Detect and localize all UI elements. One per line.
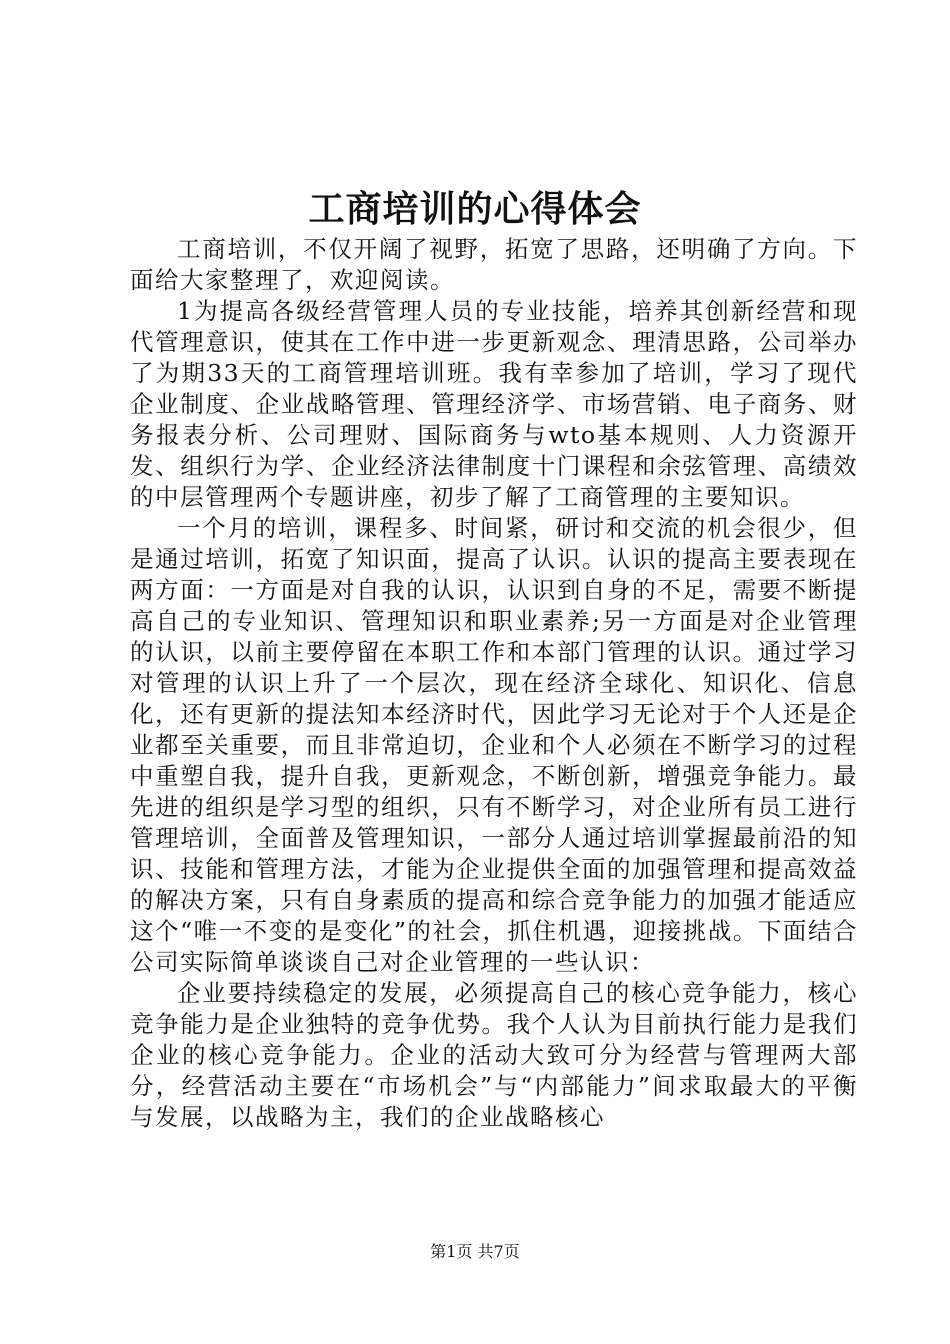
paragraph-core-competence: 企业要持续稳定的发展，必须提高自己的核心竞争能力，核心竞争能力是企业独特的竞争优势。我个人认为目前执行能力是我们企业的核心竞争能力。企业的活动大致可分为经营与管理两大部分，经营活动主要在“市场机会”与“内部能力”间求取最大的平衡与发展，以战略为主，我们的企业战略核心 <box>130 979 858 1131</box>
paragraph-training-overview: 1为提高各级经营管理人员的专业技能，培养其创新经营和现代管理意识，使其在工作中进一步更新观念、理清思路，公司举办了为期33天的工商管理培训班。我有幸参加了培训，学习了现代企业制度、企业战略管理、管理经济学、市场营销、电子商务、财务报表分析、公司理财、国际商务与wto基本规则、人力资源开发、组织行为学、企业经济法律制度十门课程和余弦管理、高绩效的中层管理两个专题讲座，初步了解了工商管理的主要知识。 <box>130 297 858 511</box>
paragraph-intro: 工商培训，不仅开阔了视野，拓宽了思路，还明确了方向。下面给大家整理了，欢迎阅读。 <box>130 235 858 294</box>
paragraph-learning-insights: 一个月的培训，课程多、时间紧，研讨和交流的机会很少，但是通过培训，拓宽了知识面，提高了认识。认识的提高主要表现在两方面：一方面是对自我的认识，认识到自身的不足，需要不断提高自己的专业知识、管理知识和职业素养;另一方面是对企业管理的认识，以前主要停留在本职工作和本部门管理的认识。通过学习对管理的认识上升了一个层次，现在经济全球化、知识化、信息化，还有更新的提法知本经济时代，因此学习无论对于个人还是企业都至关重要，而且非常迫切，企业和个人必须在不断学习的过程中重塑自我，提升自我，更新观念，不断创新，增强竞争能力。最先进的组织是学习型的组织，只有不断学习，对企业所有员工进行管理培训，全面普及管理知识，一部分人通过培训掌握最前沿的知识、技能和管理方法，才能为企业提供全面的加强管理和提高效益的解决方案，只有自身素质的提高和综合竞争能力的加强才能适应这个“唯一不变的是变化”的社会，抓住机遇，迎接挑战。下面结合公司实际简单谈谈自己对企业管理的一些认识： <box>130 514 858 976</box>
document-title: 工商培训的心得体会 <box>308 188 642 230</box>
page-number-footer: 第1页 共7页 <box>430 1242 520 1261</box>
document-body <box>130 234 858 1133</box>
